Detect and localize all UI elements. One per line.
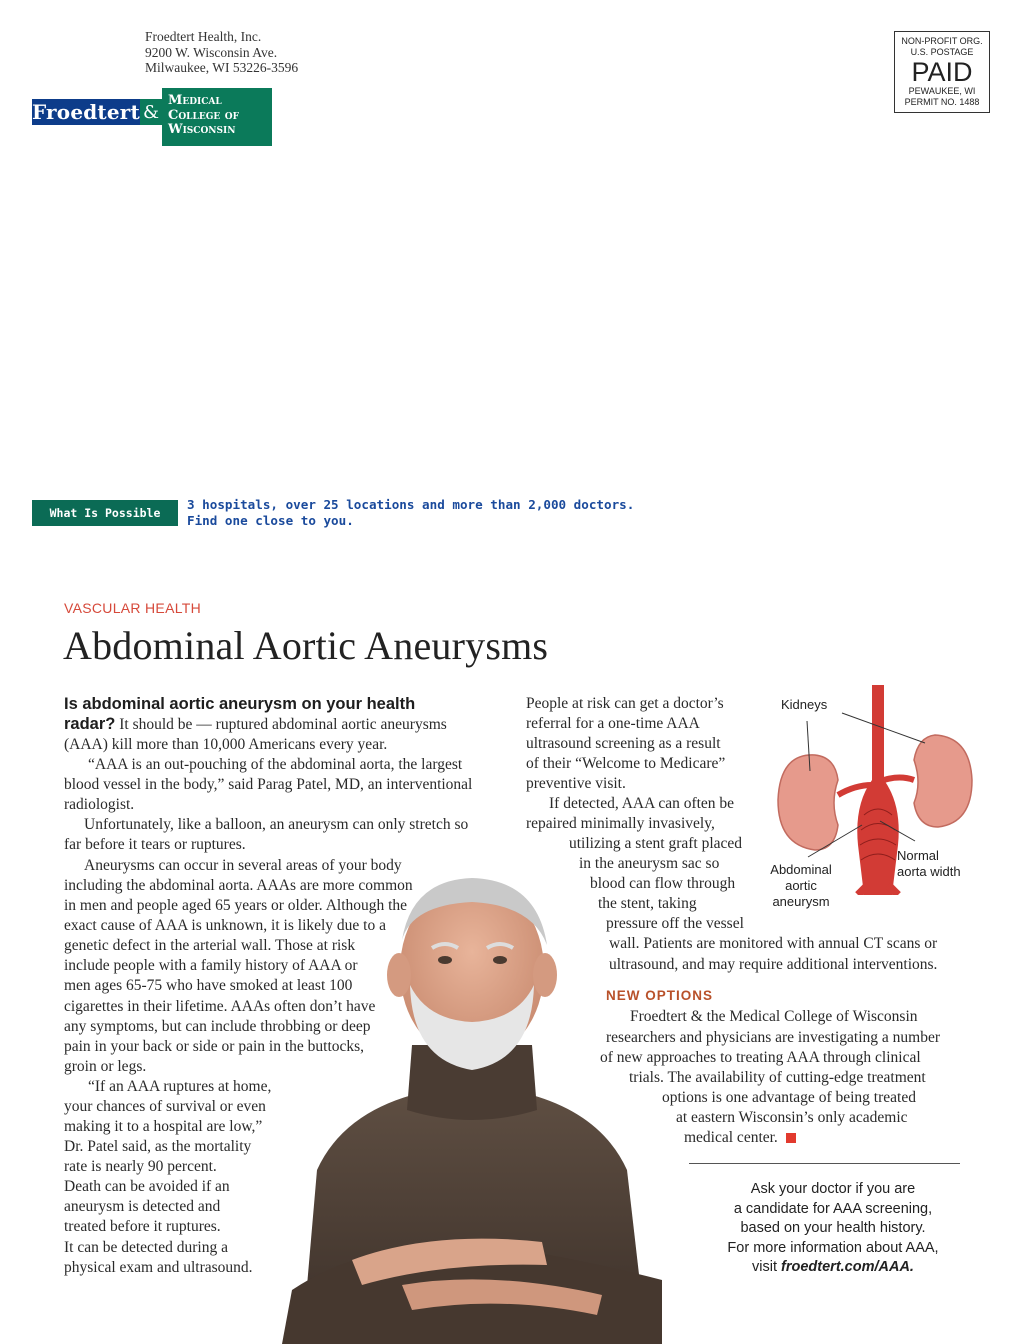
return-address-line: 9200 W. Wisconsin Ave. [145, 44, 278, 60]
body-line: repaired minimally invasively, [526, 815, 715, 832]
logo-ampersand: & [140, 99, 162, 125]
body-line [684, 1128, 796, 1148]
body-line: at eastern Wisconsin’s only academic [676, 1109, 908, 1126]
postage-line: NON-PROFIT ORG. [901, 36, 983, 46]
body-line: your chances of survival or even [64, 1098, 266, 1115]
body-line: cigarettes in their lifetime. AAAs often don’t have [64, 998, 376, 1015]
banner-text [187, 497, 634, 529]
article-title: Abdominal Aortic Aneurysms [63, 623, 549, 668]
logo-line: Medical [168, 93, 222, 108]
return-address-line: Froedtert Health, Inc. [145, 29, 262, 44]
body-line: any symptoms, but can include throbbing or deep [64, 1018, 371, 1035]
froedtert-mcw-logo[interactable] [32, 88, 272, 146]
body-line: rate is nearly 90 percent. [64, 1158, 217, 1175]
body-line: of new approaches to treating AAA through clinical [600, 1049, 921, 1066]
body-line: including the abdominal aorta. AAAs are more common [64, 877, 413, 894]
label-kidneys: Kidneys [781, 697, 828, 712]
body-line: include people with a family history of AAA or [64, 957, 358, 974]
logo-line: College of [168, 107, 240, 123]
body-line: referral for a one-time AAA [526, 715, 700, 732]
logo-medical-college [162, 88, 272, 146]
cta-line: For more information about AAA, [727, 1239, 939, 1256]
label-line: aorta width [897, 864, 961, 879]
logo-line: Wisconsin [168, 122, 236, 137]
right-kidney [914, 735, 972, 827]
froedtert-aaa-link[interactable]: froedtert.com/AAA. [781, 1259, 914, 1275]
lead-question: Is abdominal aortic aneurysm on your health [64, 695, 416, 713]
body-line: preventive visit. [526, 775, 626, 792]
return-address-line: Milwaukee, WI 53226-3596 [145, 60, 299, 75]
body-line: groin or legs. [64, 1058, 147, 1075]
postage-line: PERMIT NO. 1488 [904, 97, 980, 107]
what-is-possible-tab: What Is Possible [32, 500, 178, 526]
label-line: aneurysm [772, 894, 830, 909]
cta-line: based on your health history. [740, 1220, 926, 1236]
body-line: It can be detected during a [64, 1239, 228, 1256]
body-line [64, 714, 447, 735]
label-normal-aorta-width [897, 848, 961, 880]
banner-line: Find one close to you. [187, 513, 354, 528]
cta-text: visit [752, 1259, 782, 1275]
cta-line: Ask your doctor if you are [750, 1181, 916, 1197]
body-line: genetic defect in the arterial wall. Those at risk [64, 937, 356, 954]
body-line: ultrasound, and may require additional interventions. [609, 956, 938, 973]
body-line: Unfortunately, like a balloon, an aneurysm can only stretch so [84, 816, 469, 833]
cta-line [693, 1258, 973, 1278]
lead-question: radar? [64, 715, 116, 733]
postage-line: U.S. POSTAGE [910, 47, 974, 57]
body-line: Death can be avoided if an [64, 1178, 230, 1195]
new-options-subhead: NEW OPTIONS [606, 988, 714, 1003]
body-line: pain in your back or side or pain in the buttocks, [64, 1038, 365, 1055]
label-line: Abdominal [770, 862, 832, 877]
body-line: (AAA) kill more than 10,000 Americans every year. [64, 736, 388, 753]
body-line: aneurysm is detected and [64, 1198, 221, 1215]
body-text: medical center. [684, 1129, 778, 1146]
call-to-action [693, 1180, 973, 1278]
body-line: blood can flow through [590, 875, 736, 892]
postage-line: PEWAUKEE, WI [908, 86, 976, 96]
body-line: utilizing a stent graft placed [569, 835, 743, 852]
left-kidney [778, 755, 838, 850]
logo-froedtert: Froedtert [32, 100, 140, 124]
postage-paid: PAID [911, 57, 973, 87]
label-line: Normal [897, 848, 939, 863]
body-line: in the aneurysm sac so [579, 855, 720, 872]
body-line: trials. The availability of cutting-edge treatment [629, 1069, 926, 1086]
body-line: Froedtert & the Medical College of Wisconsin [630, 1008, 918, 1025]
body-line: in men and people aged 65 years or older. Although the [64, 897, 408, 914]
body-text: It should be — ruptured abdominal aortic aneurysms [115, 716, 447, 733]
label-abdominal-aortic-aneurysm [766, 862, 836, 910]
body-line: People at risk can get a doctor’s [526, 695, 724, 712]
divider [689, 1163, 960, 1164]
body-line: ultrasound screening as a result [526, 735, 721, 752]
body-line: If detected, AAA can often be [549, 795, 735, 812]
body-line: treated before it ruptures. [64, 1218, 221, 1235]
return-address [145, 29, 298, 76]
body-line: the stent, taking [598, 895, 697, 912]
body-line: radiologist. [64, 796, 135, 813]
label-line: aortic [785, 878, 817, 893]
body-line: Dr. Patel said, as the mortality [64, 1138, 252, 1155]
banner-line: 3 hospitals, over 25 locations and more than 2,000 doctors. [187, 497, 635, 512]
body-line: Aneurysms can occur in several areas of your body [84, 857, 402, 874]
aorta [857, 685, 898, 895]
body-line: “AAA is an out-pouching of the abdominal aorta, the largest [88, 756, 463, 773]
body-line: researchers and physicians are investigating a number [606, 1029, 940, 1046]
body-line: making it to a hospital are low,” [64, 1118, 263, 1135]
end-of-article-icon [786, 1133, 796, 1143]
body-line: “If an AAA ruptures at home, [88, 1078, 272, 1095]
body-line: of their “Welcome to Medicare” [526, 755, 726, 772]
body-line: blood vessel in the body,” said Parag Patel, MD, an interventional [64, 776, 473, 793]
postage-indicia [894, 31, 990, 113]
body-line: men ages 65-75 who have smoked at least 100 [64, 977, 353, 994]
body-line: far before it tears or ruptures. [64, 836, 246, 853]
article-category: VASCULAR HEALTH [64, 600, 202, 616]
cta-line: a candidate for AAA screening, [733, 1200, 933, 1217]
body-line: physical exam and ultrasound. [64, 1259, 253, 1276]
body-line: wall. Patients are monitored with annual CT scans or [609, 935, 938, 952]
body-line: options is one advantage of being treated [662, 1089, 916, 1106]
body-line: pressure off the vessel [606, 915, 744, 932]
body-line: exact cause of AAA is unknown, it is likely due to a [64, 917, 386, 934]
